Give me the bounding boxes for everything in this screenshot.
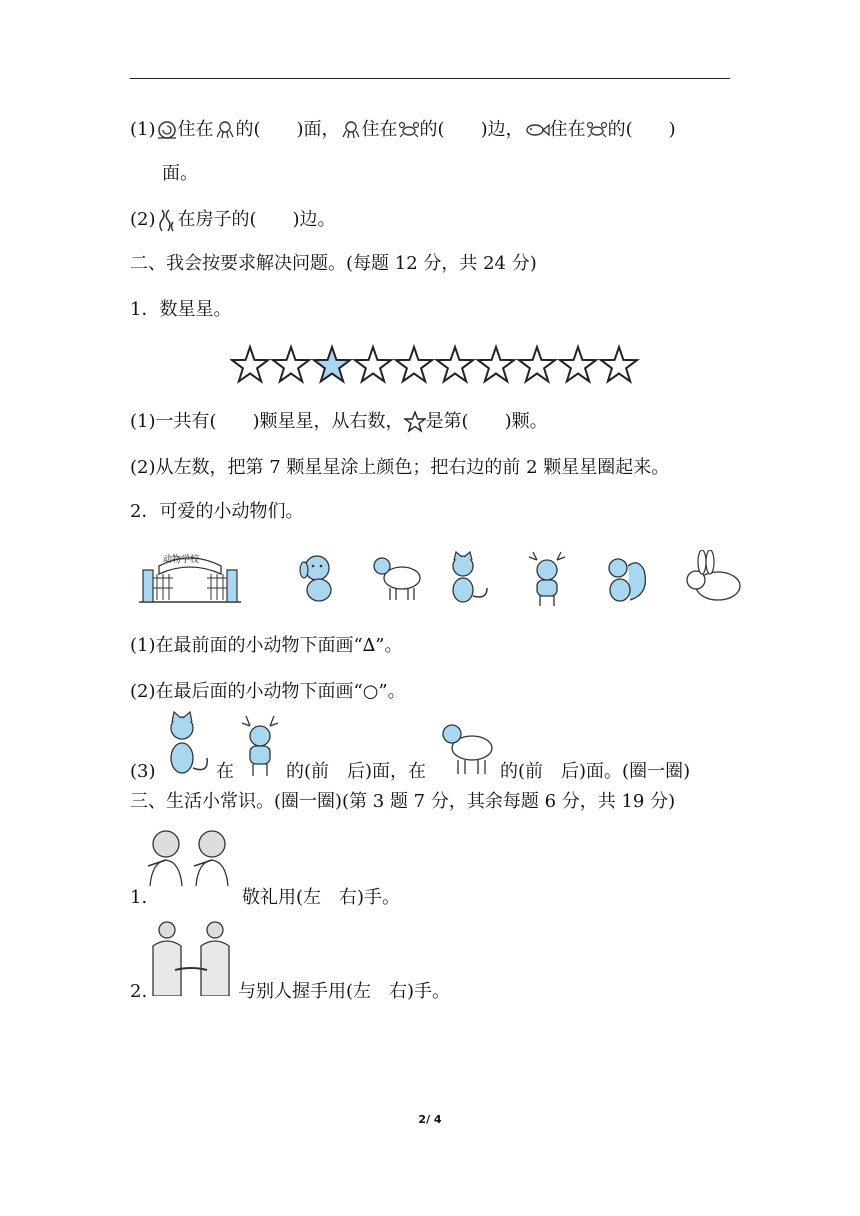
question-2 bbox=[130, 208, 336, 232]
q3-text-3: 的(前 后)面。(圈一圈) bbox=[500, 761, 691, 782]
q1-text-5: 住在 bbox=[549, 119, 586, 140]
rabbit-icon bbox=[680, 550, 750, 611]
dog-icon bbox=[295, 550, 343, 609]
q1-text-1: 住在 bbox=[177, 119, 214, 140]
p1-question-1 bbox=[130, 410, 548, 434]
star-1 bbox=[232, 347, 268, 381]
handshake-icon bbox=[145, 918, 237, 1001]
q3-text-1: 在 bbox=[216, 761, 234, 782]
page-number: 2/ 4 bbox=[418, 1113, 442, 1126]
q2-prefix: (2) bbox=[130, 209, 156, 230]
crab-icon bbox=[398, 119, 420, 141]
q1-text-3: 住在 bbox=[361, 119, 398, 140]
deer-icon bbox=[238, 714, 284, 785]
p1-question-2: (2)从左数，把第 7 颗星星涂上颜色；把右边的前 2 颗星星圈起来。 bbox=[130, 457, 670, 478]
q3-text-2: 的(前 后)面，在 bbox=[286, 761, 427, 782]
saluting-children-icon bbox=[140, 826, 240, 893]
problem-2-title: 2．可爱的小动物们。 bbox=[130, 501, 304, 522]
p2-question-1: (1)在最前面的小动物下面画“∆”。 bbox=[130, 635, 403, 656]
star-9 bbox=[560, 347, 596, 381]
p2-question-2: (2)在最后面的小动物下面画“○”。 bbox=[130, 681, 406, 702]
q2-text: 在房子的( )边。 bbox=[177, 209, 336, 230]
octopus-icon bbox=[214, 119, 236, 141]
q1-text-2: 的( )面， bbox=[235, 119, 340, 140]
school-sign: 动物学校 bbox=[163, 555, 200, 565]
snail-icon bbox=[156, 119, 178, 141]
p4-text: 与别人握手用(左 右)手。 bbox=[238, 981, 451, 1002]
cat-icon bbox=[445, 550, 495, 611]
section-2-heading: 二、我会按要求解决问题。(每题 12 分，共 24 分) bbox=[130, 253, 537, 274]
deer-icon bbox=[525, 550, 571, 613]
star-2 bbox=[273, 347, 309, 381]
star-icon bbox=[404, 411, 426, 433]
fish-icon bbox=[524, 120, 550, 140]
q3-prefix: (3) bbox=[130, 761, 156, 782]
star-row bbox=[230, 344, 640, 386]
p4-number: 2. bbox=[130, 981, 148, 1002]
squirrel-icon bbox=[600, 550, 652, 611]
problem-1-title: 1．数星星。 bbox=[130, 299, 232, 320]
star-7 bbox=[478, 347, 514, 381]
q1-text-6: 的( ) bbox=[607, 119, 676, 140]
star-4 bbox=[355, 347, 391, 381]
cat-icon bbox=[164, 710, 214, 785]
p3-number: 1. bbox=[130, 887, 148, 908]
star-10 bbox=[601, 347, 637, 381]
star-8 bbox=[519, 347, 555, 381]
seaweed-icon bbox=[156, 208, 178, 232]
p2-question-3 bbox=[130, 710, 750, 800]
q1-continuation: 面。 bbox=[162, 163, 198, 184]
p3-text: 敬礼用(左 右)手。 bbox=[242, 887, 401, 908]
sheep-icon bbox=[438, 714, 498, 783]
star-6 bbox=[437, 347, 473, 381]
animals-row bbox=[135, 540, 755, 610]
p1-q1-text: (1)一共有( )颗星星，从右数， bbox=[130, 411, 404, 432]
question-1 bbox=[130, 118, 676, 142]
star-3 bbox=[314, 347, 350, 381]
section-3-heading: 三、生活小常识。(圈一圈)(第 3 题 7 分，其余每题 6 分，共 19 分) bbox=[130, 791, 676, 812]
octopus-icon bbox=[340, 119, 362, 141]
crab-icon bbox=[586, 119, 608, 141]
q1-prefix: (1) bbox=[130, 119, 156, 140]
sheep-icon bbox=[370, 550, 426, 609]
p1-q1-text-b: 是第( )颗。 bbox=[425, 411, 548, 432]
star-5 bbox=[396, 347, 432, 381]
top-rule bbox=[130, 78, 730, 79]
q1-text-4: 的( )边， bbox=[419, 119, 524, 140]
